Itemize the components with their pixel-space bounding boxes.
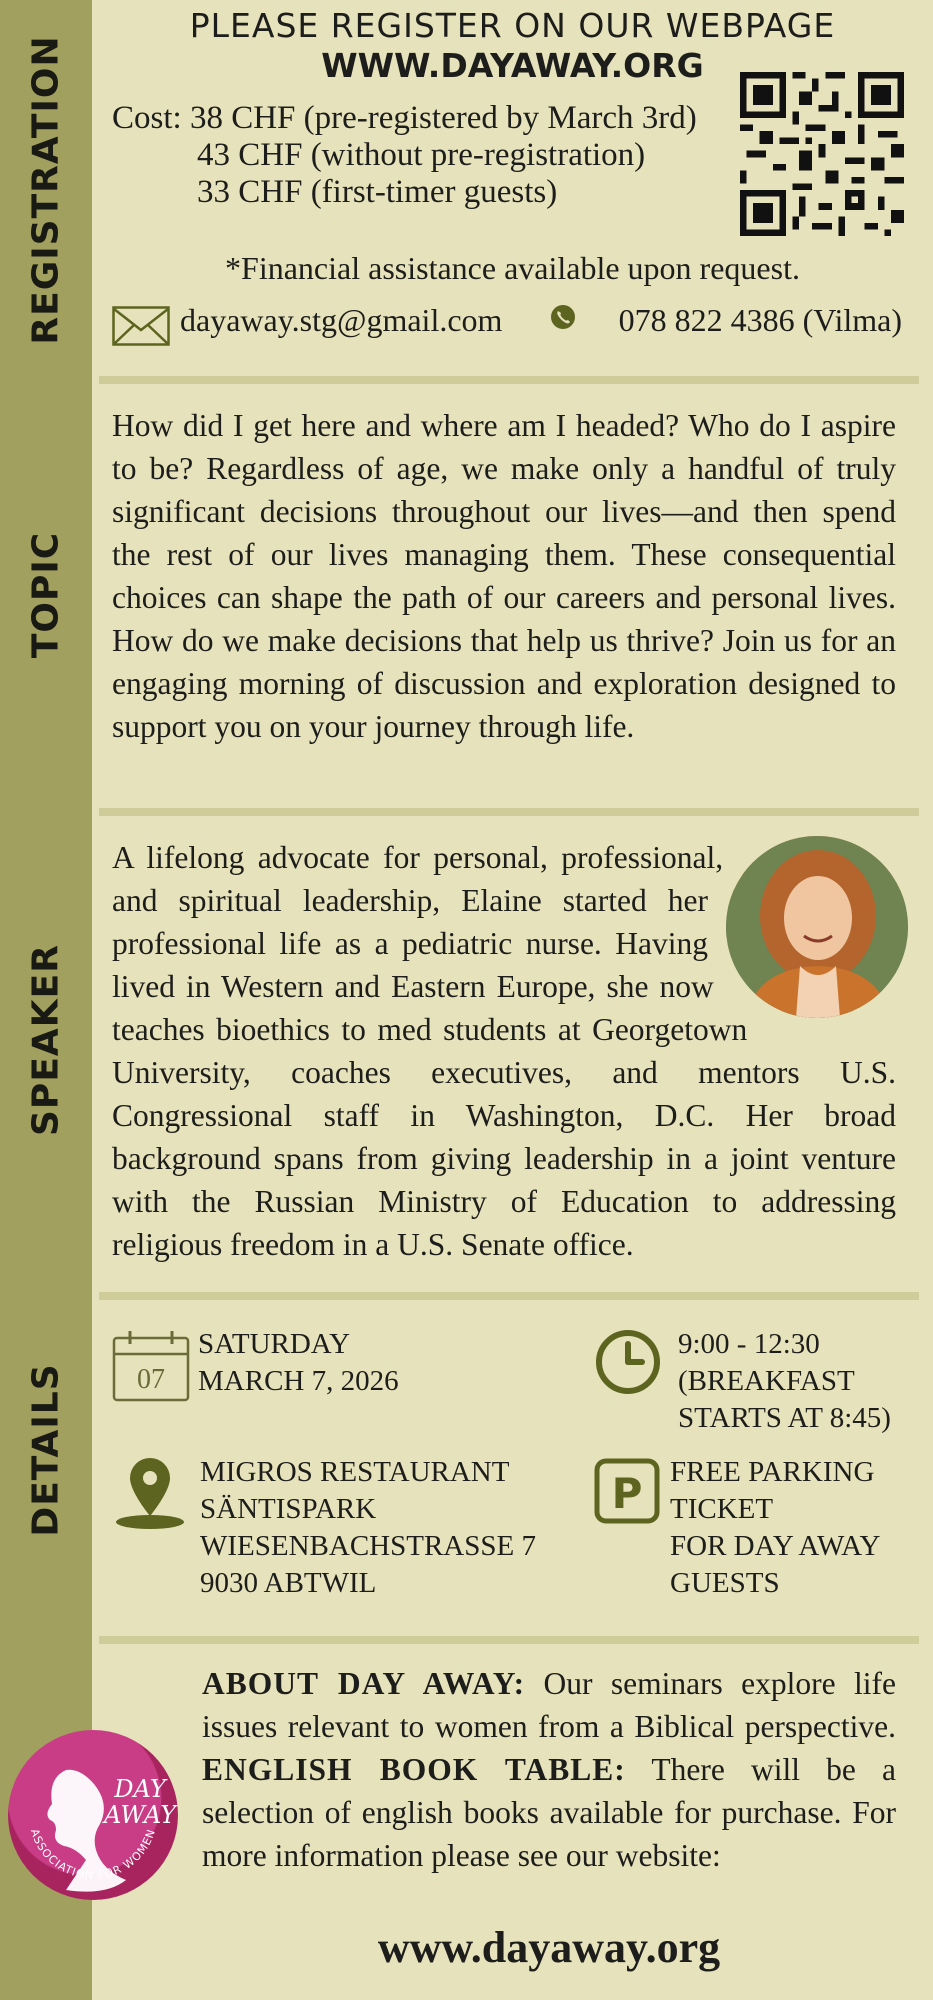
website-link[interactable]: www.dayaway.org xyxy=(377,1923,721,1972)
speaker-photo xyxy=(726,836,908,1018)
speaker-section xyxy=(112,836,896,1266)
sidebar-label-registration: REGISTRATION xyxy=(25,35,67,345)
logo-line-2: AWAY xyxy=(104,1801,177,1829)
sidebar xyxy=(0,0,92,2000)
about-paragraph xyxy=(202,1662,896,1877)
cost-line-3: 33 CHF (first-timer guests) xyxy=(197,174,558,210)
topic-section xyxy=(112,404,896,748)
phone-number[interactable]: 078 822 4386 (Vilma) xyxy=(618,302,902,338)
date-line-1: SATURDAY xyxy=(198,1328,351,1360)
book-table-heading: ENGLISH BOOK TABLE: xyxy=(202,1752,626,1787)
logo-line-1: DAY xyxy=(114,1775,166,1803)
location-pin-icon xyxy=(114,1456,186,1530)
day-away-logo xyxy=(8,1730,178,1900)
parking-info xyxy=(670,1454,880,1602)
calendar-day: 07 xyxy=(137,1364,165,1395)
sidebar-label-topic: TOPIC xyxy=(25,531,67,659)
location-line-2: SÄNTISPARK xyxy=(200,1493,377,1525)
cost-line-1: Cost: 38 CHF (pre-registered by March 3rd) xyxy=(112,100,697,136)
parking-icon xyxy=(594,1458,660,1524)
parking-line-3: FOR DAY AWAY xyxy=(670,1530,881,1562)
cost-line-2: 43 CHF (without pre-registration) xyxy=(197,137,646,173)
location-line-1: MIGROS RESTAURANT xyxy=(200,1456,510,1488)
event-date xyxy=(198,1326,399,1400)
event-location xyxy=(200,1454,536,1602)
speaker-paragraph: A lifelong advocate for personal, professional, and spiritual leadership, Elaine started her professional life as a pediatric nurse. Having lived in Western and Eastern Europe, she now teaches bioethics to med students at Georgetown University, coaches executives, and mentors U.S. Congressional staff in Washington, D.C. Her broad background spans from giving leadership in a joint venture with the Russian Ministry of Education to addressing religious freedom in a U.S. Senate office. xyxy=(112,840,896,1262)
phone-icon xyxy=(550,304,576,330)
qr-code[interactable] xyxy=(740,72,904,236)
about-text-2: There will be a selection of english books available for purchase. For more information please see our website: xyxy=(202,1752,897,1873)
about-text-1: Our seminars explore life issues relevant to women from a Biblical perspective. xyxy=(202,1666,896,1744)
parking-line-1: FREE PARKING xyxy=(670,1456,875,1488)
location-line-3: WIESENBACHSTRASSE 7 xyxy=(200,1530,536,1562)
financial-assistance-note: *Financial assistance available upon request. xyxy=(225,250,800,286)
register-heading: PLEASE REGISTER ON OUR WEBPAGE xyxy=(189,6,836,45)
divider xyxy=(99,808,919,816)
about-heading: ABOUT DAY AWAY: xyxy=(202,1666,526,1701)
sidebar-label-speaker: SPEAKER xyxy=(25,944,67,1136)
email-link[interactable]: dayaway.stg@gmail.com xyxy=(180,302,503,338)
sidebar-label-details: DETAILS xyxy=(25,1363,67,1537)
divider xyxy=(99,1636,919,1644)
time-line-2: (BREAKFAST xyxy=(678,1365,855,1397)
parking-line-2: TICKET xyxy=(670,1493,774,1525)
event-time xyxy=(678,1326,891,1437)
location-line-4: 9030 ABTWIL xyxy=(200,1567,377,1599)
envelope-icon xyxy=(112,306,170,346)
date-line-2: MARCH 7, 2026 xyxy=(198,1365,399,1397)
time-line-1: 9:00 - 12:30 xyxy=(678,1328,820,1360)
about-section xyxy=(202,1662,896,1877)
logo-wordmark xyxy=(104,1776,176,1828)
logo-ring-text: ASSOCIATION FOR WOMEN xyxy=(27,1827,159,1882)
contact-row xyxy=(112,302,902,352)
clock-icon xyxy=(594,1328,662,1396)
register-url[interactable]: WWW.DAYAWAY.ORG xyxy=(321,46,704,85)
parking-line-4: GUESTS xyxy=(670,1567,780,1599)
calendar-icon xyxy=(112,1330,190,1402)
divider xyxy=(99,376,919,384)
divider xyxy=(99,1292,919,1300)
topic-paragraph: How did I get here and where am I headed? Who do I aspire to be? Regardless of age, we make only a handful of truly significant decisions throughout our lives—and then spend the rest of our lives managing them. These consequential choices can shape the path of our careers and personal lives. How do we make decisions that help us thrive? Join us for an engaging morning of discussion and exploration designed to support you on your journey through life. xyxy=(112,408,896,744)
time-line-3: STARTS AT 8:45) xyxy=(678,1402,891,1434)
svg-text:P: P xyxy=(611,1469,643,1518)
